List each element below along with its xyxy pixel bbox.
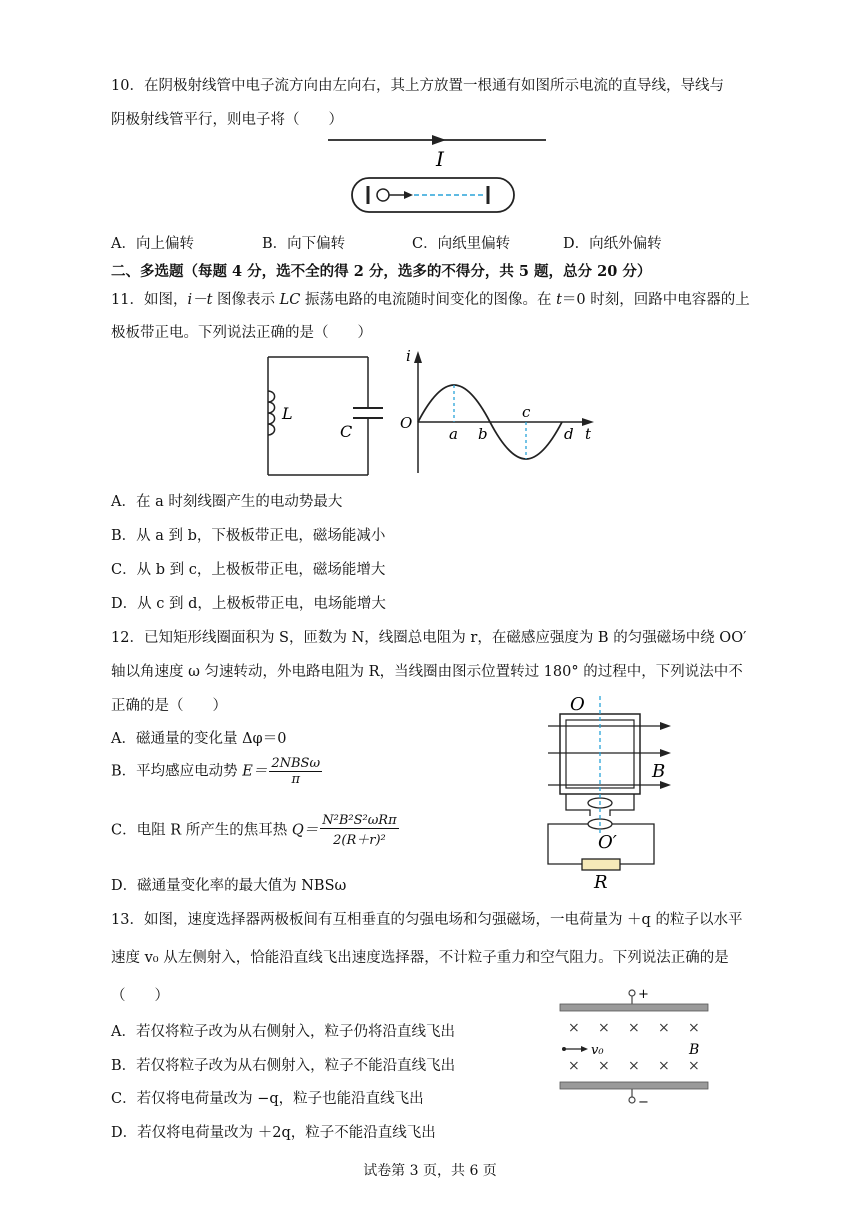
q13-cross: × xyxy=(568,1058,580,1074)
q13-velocity-selector-figure xyxy=(555,985,715,1110)
q11-option-d: D．从 c 到 d，上极板带正电，电场能增大 xyxy=(111,596,386,612)
q11-label-i: i xyxy=(406,347,411,365)
q11-label-a: a xyxy=(449,425,458,443)
q10-line1: 10．在阴极射线管中电子流方向由左向右，其上方放置一根通有如图所示电流的直导线，导线与 xyxy=(111,78,724,94)
q13-option-b: B．若仅将粒子改为从右侧射入，粒子不能沿直线飞出 xyxy=(111,1058,456,1074)
q12-line1: 12．已知矩形线圈面积为 S，匝数为 N，线圈总电阻为 r，在磁感应强度为 B 的匀强磁场中绕 OO′ xyxy=(111,630,747,646)
q11-label-C: C xyxy=(340,422,353,441)
q11-label-b: b xyxy=(478,425,488,443)
q10-option-a: A．向上偏转 xyxy=(111,236,194,252)
q12-label-R: R xyxy=(594,872,608,893)
q13-line1: 13．如图，速度选择器两极板间有互相垂直的匀强电场和匀强磁场，一电荷量为 ＋q 的粒子以水平 xyxy=(111,912,743,928)
section-heading: 二、多选题（每题 4 分，选不全的得 2 分，选多的不得分，共 5 题，总分 20 分） xyxy=(111,263,652,280)
q13-cross: × xyxy=(628,1058,640,1074)
q13-cross: × xyxy=(688,1058,700,1074)
page-footer: 试卷第 3 页，共 6 页 xyxy=(363,1163,497,1179)
q11-line1: 11．如图，i－t 图像表示 LC 振荡电路的电流随时间变化的图像。在 t＝0 时刻，回路中电容器的上 xyxy=(111,292,750,308)
q11-label-d: d xyxy=(564,425,574,443)
q11-lc-figure xyxy=(260,345,605,480)
q13-option-c: C．若仅将电荷量改为 −q，粒子也能沿直线飞出 xyxy=(111,1091,424,1107)
q13-cross: × xyxy=(628,1020,640,1036)
q11-label-L: L xyxy=(282,404,293,423)
q13-option-a: A．若仅将粒子改为从右侧射入，粒子仍将沿直线飞出 xyxy=(111,1024,455,1040)
q13-cross: × xyxy=(598,1058,610,1074)
q13-cross: × xyxy=(688,1020,700,1036)
q13-label-plus: + xyxy=(638,987,649,1002)
q11-line2: 极板带正电。下列说法正确的是（ ） xyxy=(111,325,372,341)
q13-line2: 速度 v₀ 从左侧射入，恰能沿直线飞出速度选择器，不计粒子重力和空气阻力。下列说法正确的是 xyxy=(111,950,729,966)
q12-label-O2: O′ xyxy=(598,832,617,853)
q10-option-c: C．向纸里偏转 xyxy=(412,236,511,252)
q11-option-b: B．从 a 到 b，下极板带正电，磁场能减小 xyxy=(111,528,386,544)
q10-line2: 阴极射线管平行，则电子将（ ） xyxy=(111,112,343,128)
q12-option-b: B．平均感应电动势 E＝ $\frac{\text{2NBSω}}{\pi}$ xyxy=(111,756,321,787)
q13-option-d: D．若仅将电荷量改为 ＋2q，粒子不能沿直线飞出 xyxy=(111,1125,436,1141)
q12-coil-figure xyxy=(540,688,680,893)
q13-cross: × xyxy=(658,1020,670,1036)
q11-label-t: t xyxy=(585,425,592,443)
q13-cross: × xyxy=(568,1020,580,1036)
q11-label-O: O xyxy=(400,414,413,432)
q11-option-a: A．在 a 时刻线圈产生的电动势最大 xyxy=(111,494,343,510)
q11-label-c: c xyxy=(522,403,531,421)
q12-option-c: C．电阻 R 所产生的焦耳热 Q＝ $\frac{\text{N²B²S²ωRπ}}{\text{2(R＋r)²}}$ xyxy=(111,813,397,848)
q13-cross: × xyxy=(658,1058,670,1074)
q12-label-O: O xyxy=(570,694,585,715)
q13-label-v0: v₀ xyxy=(591,1043,604,1058)
q13-label-B: B xyxy=(689,1042,700,1058)
q13-cross: × xyxy=(598,1020,610,1036)
q12-option-d: D．磁通量变化率的最大值为 NBSω xyxy=(111,878,347,894)
q10-option-d: D．向纸外偏转 xyxy=(563,236,662,252)
q12-option-a: A．磁通量的变化量 Δφ＝0 xyxy=(111,731,287,747)
q13-line3: （ ） xyxy=(111,988,169,1004)
q11-option-c: C．从 b 到 c，上极板带正电，磁场能增大 xyxy=(111,562,386,578)
q12-line2: 轴以角速度 ω 匀速转动，外电路电阻为 R，当线圈由图示位置转过 180° 的过程中，下列说法中不 xyxy=(111,664,743,680)
q10-label-I: I xyxy=(436,147,444,171)
q13-label-minus: − xyxy=(638,1095,649,1110)
q10-cathode-ray-figure xyxy=(300,128,560,222)
q10-option-b: B．向下偏转 xyxy=(262,236,346,252)
q12-line3: 正确的是（ ） xyxy=(111,698,227,714)
q12-label-B: B xyxy=(652,761,666,782)
